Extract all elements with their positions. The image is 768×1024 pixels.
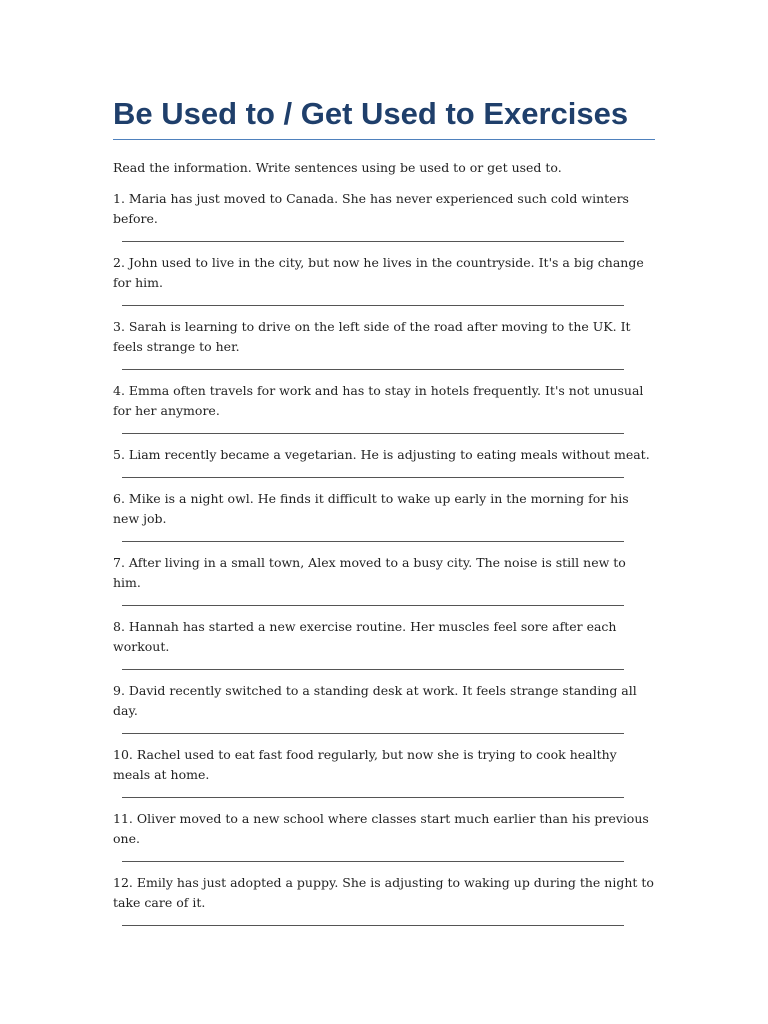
exercise-prompt: 5. Liam recently became a vegetarian. He is adjusting to eating meals without meat.	[113, 447, 650, 462]
exercise-item	[113, 317, 655, 370]
exercise-item	[113, 445, 655, 478]
exercise-item	[113, 489, 655, 542]
exercise-prompt: 6. Mike is a night owl. He finds it difficult to wake up early in the morning for his new job.	[113, 491, 629, 526]
exercise-prompt: 3. Sarah is learning to drive on the left side of the road after moving to the UK. It feels strange to her.	[113, 319, 631, 354]
answer-line	[122, 797, 624, 798]
exercise-item	[113, 189, 655, 242]
answer-line	[122, 541, 624, 542]
answer-line	[122, 305, 624, 306]
page-title: Be Used to / Get Used to Exercises	[113, 96, 629, 131]
exercise-item	[113, 809, 655, 862]
exercise-prompt: 8. Hannah has started a new exercise routine. Her muscles feel sore after each workout.	[113, 619, 617, 654]
answer-line	[122, 433, 624, 434]
exercise-prompt: 7. After living in a small town, Alex moved to a busy city. The noise is still new to him.	[113, 555, 626, 590]
exercise-item	[113, 381, 655, 434]
answer-line	[122, 369, 624, 370]
exercise-item	[113, 873, 655, 926]
exercise-item	[113, 253, 655, 306]
exercise-item	[113, 681, 655, 734]
exercise-list	[113, 189, 655, 926]
exercise-prompt: 11. Oliver moved to a new school where classes start much earlier than his previous one.	[113, 811, 649, 846]
answer-line	[122, 669, 624, 670]
exercise-prompt: 2. John used to live in the city, but now he lives in the countryside. It's a big change for him.	[113, 255, 644, 290]
answer-line	[122, 477, 624, 478]
worksheet-page	[113, 94, 655, 926]
exercise-item	[113, 553, 655, 606]
instructions-text: Read the information. Write sentences using be used to or get used to.	[113, 160, 562, 175]
answer-line	[122, 733, 624, 734]
exercise-item	[113, 617, 655, 670]
answer-line	[122, 861, 624, 862]
answer-line	[122, 241, 624, 242]
exercise-item	[113, 745, 655, 798]
exercise-prompt: 10. Rachel used to eat fast food regularly, but now she is trying to cook healthy meals at home.	[113, 747, 617, 782]
exercise-prompt: 1. Maria has just moved to Canada. She has never experienced such cold winters before.	[113, 191, 629, 226]
exercise-prompt: 9. David recently switched to a standing desk at work. It feels strange standing all day.	[113, 683, 637, 718]
title-underline-divider	[113, 139, 655, 140]
answer-line	[122, 925, 624, 926]
exercise-prompt: 12. Emily has just adopted a puppy. She is adjusting to waking up during the night to take care of it.	[113, 875, 654, 910]
exercise-prompt: 4. Emma often travels for work and has to stay in hotels frequently. It's not unusual for her anymore.	[113, 383, 644, 418]
answer-line	[122, 605, 624, 606]
